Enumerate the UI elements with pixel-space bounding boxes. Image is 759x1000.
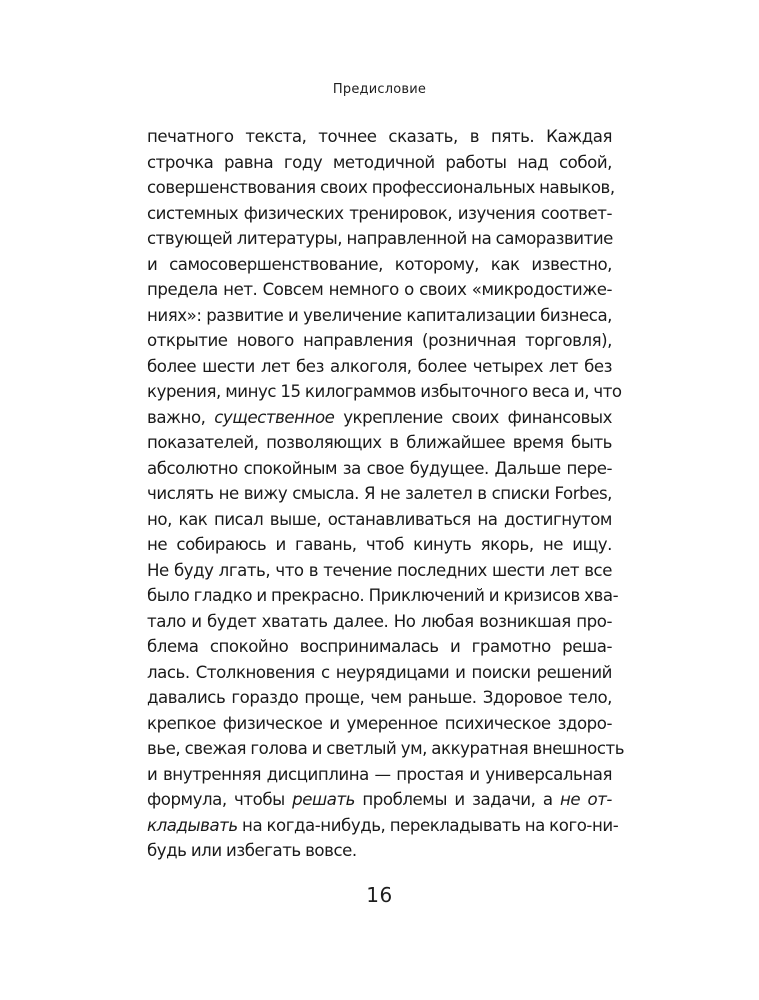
text-fragment: проблемы и задачи, а — [355, 790, 560, 809]
text-line: более шести лет без алкоголя, более четырех лет без — [147, 356, 612, 376]
text-line: будь или избегать вовсе. — [147, 841, 357, 860]
text-line: давались гораздо проще, чем раньше. Здоровое тело, — [147, 688, 612, 707]
text-fragment: формула, чтобы — [147, 790, 293, 809]
italic-fragment: не от- — [559, 790, 612, 809]
text-line — [147, 813, 619, 839]
page-number: 16 — [366, 883, 393, 907]
text-line: не собираюсь и гавань, чтоб кинуть якорь, не ищу. — [147, 535, 612, 554]
text-fragment: важно, — [147, 407, 215, 427]
text-line: числять не вижу смысла. Я не залетел в списки Forbes, — [147, 484, 612, 503]
text-line — [147, 405, 612, 431]
text-line: ствующей литературы, направленной на саморазвитие — [147, 229, 613, 248]
text-line — [147, 787, 612, 813]
text-line: было гладко и прекрасно. Приключений и кризисов хва- — [147, 586, 619, 605]
text-line: строчка равна году методичной работы над собой, — [147, 152, 612, 172]
italic-fragment: кладывать — [147, 815, 238, 835]
text-line: системных физических тренировок, изучения соответ- — [147, 203, 612, 223]
text-line: предела нет. Совсем немного о своих «микродостиже- — [147, 280, 612, 299]
body-text — [147, 124, 625, 864]
text-line: но, как писал выше, останавливаться на достигнутом — [147, 509, 612, 529]
running-head: Предисловие — [332, 82, 427, 97]
text-fragment: на когда-нибудь, перекладывать на кого-ни- — [237, 815, 619, 835]
text-line: Не буду лгать, что в течение последних шести лет все — [147, 560, 612, 580]
text-fragment: укрепление своих финансовых — [334, 407, 612, 427]
text-line: показателей, позволяющих в ближайшее время быть — [147, 433, 612, 452]
text-line: и самосовершенствование, которому, как известно, — [147, 254, 612, 274]
text-line: открытие нового направления (розничная торговля), — [147, 331, 612, 350]
text-line: совершенствования своих профессиональных навыков, — [147, 178, 615, 197]
text-line: лась. Столкновения с неурядицами и поиски решений — [147, 662, 612, 682]
text-line: блема спокойно воспринималась и грамотно реша- — [147, 637, 612, 656]
text-line: и внутренняя дисциплина — простая и универсальная — [147, 764, 612, 784]
italic-fragment: существенное — [214, 407, 335, 427]
text-line: вье, свежая голова и светлый ум, аккуратная внешность — [147, 739, 625, 758]
text-line: ниях»: развитие и увеличение капитализации бизнеса, — [147, 305, 612, 325]
text-line: абсолютно спокойным за свое будущее. Дальше пере- — [147, 458, 612, 478]
text-line: печатного текста, точнее сказать, в пять. Каждая — [147, 127, 612, 146]
italic-fragment: решать — [292, 790, 355, 809]
text-line: курения, минус 15 килограммов избыточного веса и, что — [147, 382, 622, 401]
text-line: крепкое физическое и умеренное психическое здоро- — [147, 713, 612, 733]
text-line: тало и будет хватать далее. Но любая возникшая про- — [147, 611, 612, 631]
